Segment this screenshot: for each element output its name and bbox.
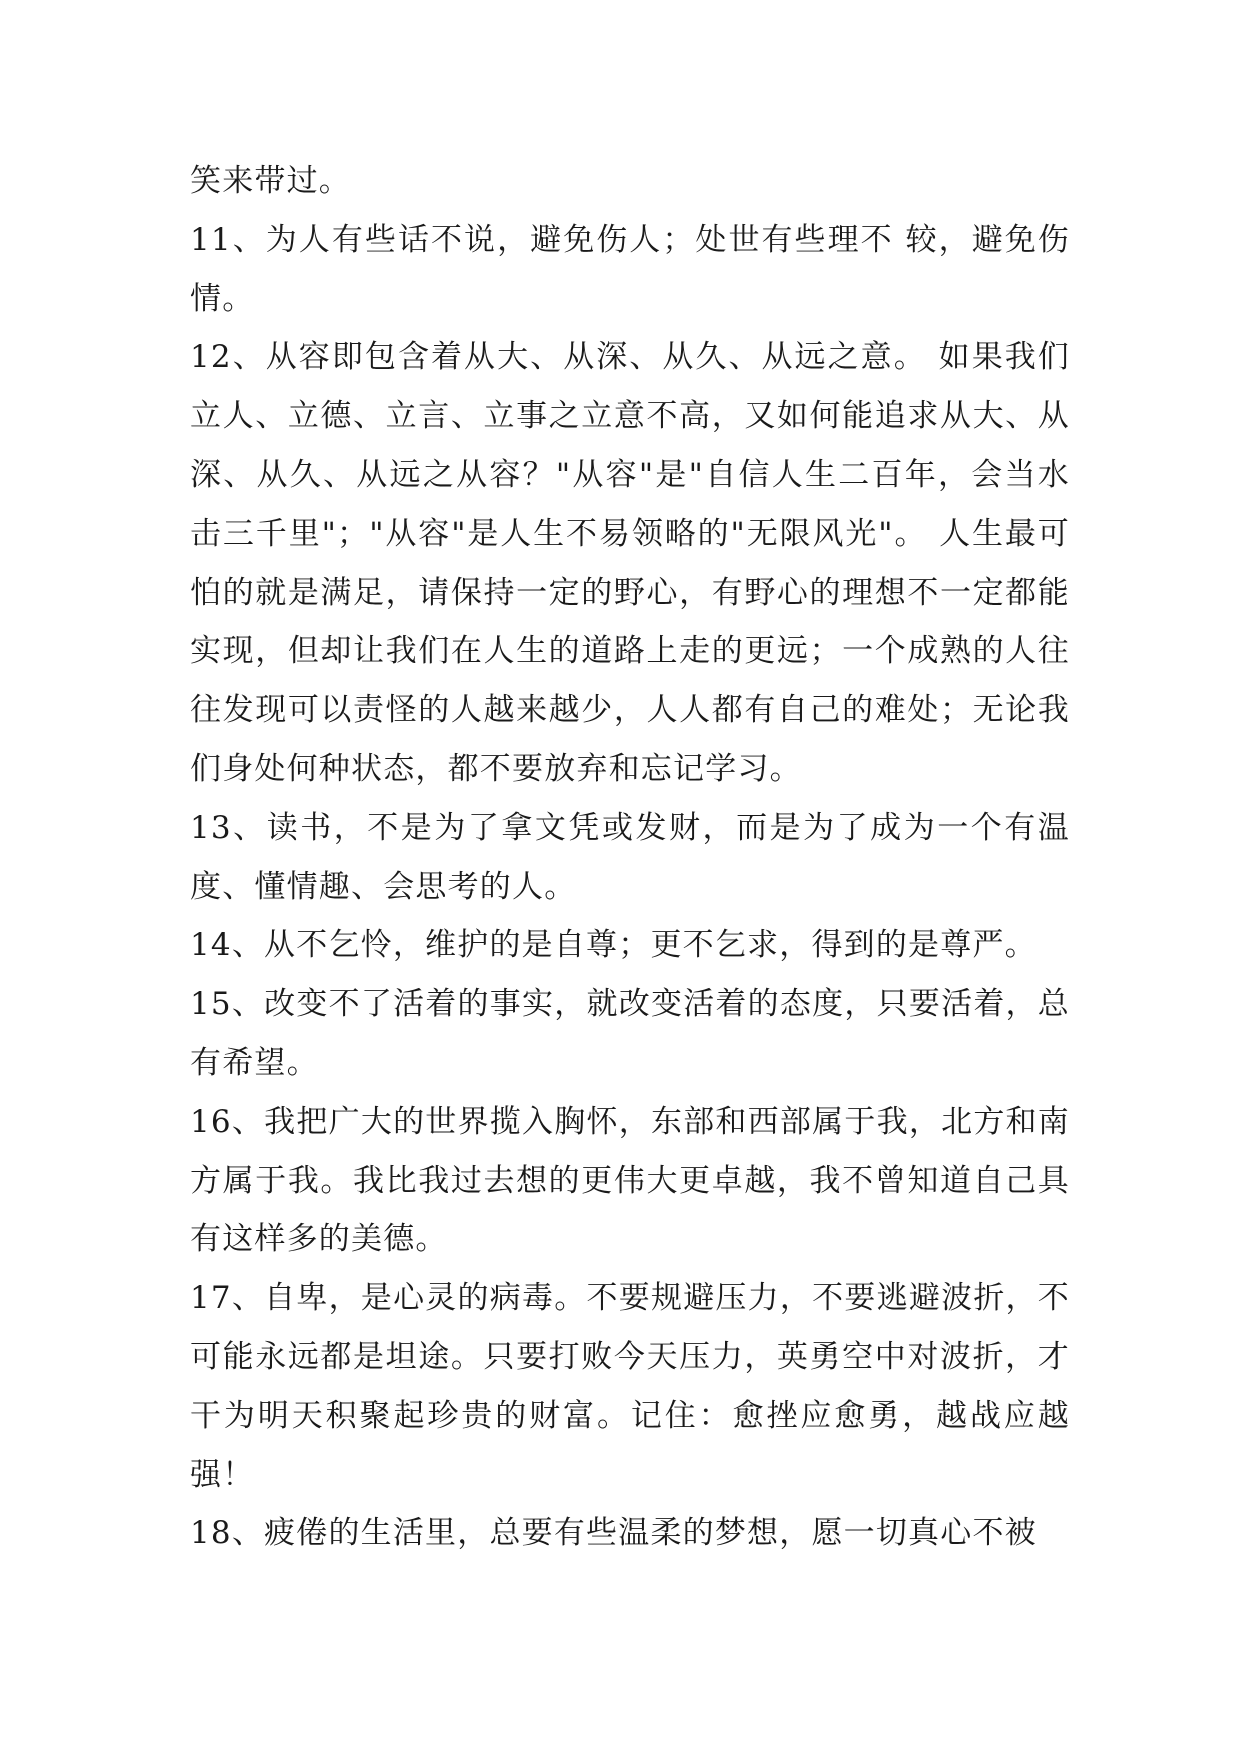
paragraph-17: 17、自卑，是心灵的病毒。不要规避压力，不要逃避波折，不可能永远都是坦途。只要打败今天压力，英勇空中对波折，才干为明天积聚起珍贵的财富。记住：愈挫应愈勇，越战应越强！ bbox=[190, 1280, 1070, 1493]
paragraph-18: 18、疲倦的生活里，总要有些温柔的梦想，愿一切真心不被 bbox=[190, 1515, 1037, 1552]
paragraph-continuation: 笑来带过。 bbox=[190, 163, 351, 199]
paragraph-16: 16、我把广大的世界揽入胸怀，东部和西部属于我，北方和南方属于我。我比我过去想的更伟大更卓越，我不曾知道自己具有这样多的美德。 bbox=[190, 1103, 1070, 1258]
paragraph-14: 14、从不乞怜，维护的是自尊；更不乞求，得到的是尊严。 bbox=[190, 927, 1037, 964]
paragraph-15: 15、改变不了活着的事实，就改变活着的态度，只要活着，总有希望。 bbox=[190, 986, 1070, 1081]
paragraph-11: 11、为人有些话不说，避免伤人；处世有些理不 较，避免伤情。 bbox=[190, 221, 1070, 317]
document-body bbox=[190, 152, 1070, 1563]
paragraph-12: 12、从容即包含着从大、从深、从久、从远之意。 如果我们立人、立德、立言、立事之立意不高，又如何能追求从大、从深、从久、从远之从容？"从容"是"自信人生二百年，会当水击三千里"；"从容"是人生不易领略的"无限风光"。 人生最可怕的就是满足，请保持一定的野心，有野心的理想不一定都能实现，但却让我们在人生的道路上走的更远；一个成熟的人往往发现可以责怪的人越来越少，人人都有自己的难处；无论我们身处何种状态，都不要放弃和忘记学习。 bbox=[190, 339, 1070, 787]
paragraph-13: 13、读书，不是为了拿文凭或发财，而是为了成为一个有温度、懂情趣、会思考的人。 bbox=[190, 809, 1070, 905]
